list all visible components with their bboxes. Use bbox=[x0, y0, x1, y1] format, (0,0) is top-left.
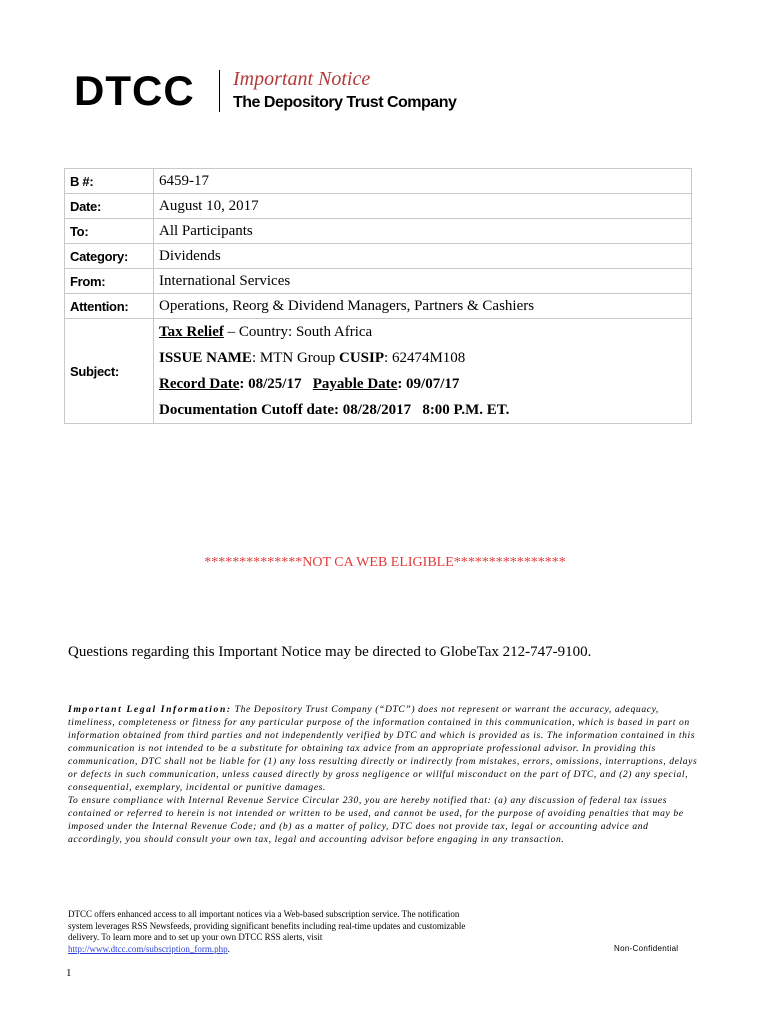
dtcc-logo: DTCC bbox=[74, 67, 195, 114]
row-label: Category: bbox=[65, 244, 154, 269]
row-value: Dividends bbox=[154, 244, 692, 269]
row-label: Attention: bbox=[65, 294, 154, 319]
row-value: International Services bbox=[154, 269, 692, 294]
notice-info-table bbox=[64, 168, 692, 424]
cusip-value: : 62474M108 bbox=[384, 350, 466, 366]
table-row bbox=[65, 219, 692, 244]
row-label: B #: bbox=[65, 169, 154, 194]
web-eligibility-notice: **************NOT CA WEB ELIGIBLE**************** bbox=[204, 555, 566, 570]
table-row bbox=[65, 244, 692, 269]
legal-body: The Depository Trust Company (“DTC”) does not represent or warrant the accuracy, adequacy, timeliness, completeness or fitness for any particular purpose of the information contained in this communication, which is based in part on information obtained from third parties and not independently verified by DTC and which is provided as is. The information contained in this communication is not intended to be a substitute for obtaining tax advice from an appropriate professional advisor. In providing this communication, DTC shall not be liable for (1) any loss resulting directly or indirectly from mistakes, errors, omissions, interruptions, delays or defects in such communication, unless caused directly by gross negligence or willful misconduct on the part of DTC, and (2) any special, consequential, exemplary, incidental or punitive damages. bbox=[68, 704, 698, 793]
subject-tax-relief-line bbox=[159, 319, 691, 345]
subject-value bbox=[154, 319, 692, 424]
row-value: August 10, 2017 bbox=[154, 194, 692, 219]
issue-name-label: ISSUE NAME bbox=[159, 350, 252, 366]
row-label: From: bbox=[65, 269, 154, 294]
circular-230-notice: To ensure compliance with Internal Revenue Service Circular 230, you are hereby notified that: (a) any discussion of federal tax issues contained or referred to herein is not intended or written to be used, and cannot be used, for the purpose of avoiding penalties that may be imposed under the Internal Revenue Code; and (b) as a matter of policy, DTC does not provide tax, legal or accounting advice and accordingly, you should consult your own tax, legal and accounting advisor before engaging in any transaction. bbox=[68, 795, 684, 845]
row-value: All Participants bbox=[154, 219, 692, 244]
table-row bbox=[65, 194, 692, 219]
subject-dates-line bbox=[159, 371, 691, 397]
subject-issue-line bbox=[159, 345, 691, 371]
row-label: To: bbox=[65, 219, 154, 244]
footer-subscription-text bbox=[68, 909, 468, 955]
subscription-link[interactable]: http://www.dtcc.com/subscription_form.php bbox=[68, 943, 228, 954]
footer-end: . bbox=[227, 943, 230, 954]
subject-row bbox=[65, 319, 692, 424]
payable-date-value: : 09/07/17 bbox=[397, 376, 460, 392]
legal-information bbox=[68, 703, 704, 846]
payable-date-label: Payable Date bbox=[312, 376, 398, 392]
page-number: 1 bbox=[66, 967, 72, 979]
cutoff-line: Documentation Cutoff date: 08/28/2017 8:00 P.M. ET. bbox=[159, 402, 510, 418]
row-value: Operations, Reorg & Dividend Managers, Partners & Cashiers bbox=[154, 294, 692, 319]
table-row bbox=[65, 169, 692, 194]
row-label: Date: bbox=[65, 194, 154, 219]
legal-heading: Important Legal Information: bbox=[68, 704, 232, 715]
subject-label: Subject: bbox=[65, 319, 154, 424]
footer-text: DTCC offers enhanced access to all important notices via a Web-based subscription service. The notification system leverages RSS Newsfeeds, providing significant benefits including real-time updates and customizable delivery. To learn more and to set up your own DTCC RSS alerts, visit bbox=[68, 909, 466, 943]
notice-title: Important Notice bbox=[233, 68, 371, 90]
company-name: The Depository Trust Company bbox=[233, 94, 457, 111]
logo-divider bbox=[219, 70, 220, 112]
tax-relief-country: – Country: South Africa bbox=[223, 324, 373, 340]
cusip-label: CUSIP bbox=[339, 350, 385, 366]
issue-name-value: : MTN Group bbox=[251, 350, 340, 366]
row-value: 6459-17 bbox=[154, 169, 692, 194]
record-date-value: : 08/25/17 bbox=[239, 376, 302, 392]
table-row bbox=[65, 269, 692, 294]
tax-relief-label: Tax Relief bbox=[159, 324, 224, 340]
record-date-label: Record Date bbox=[159, 376, 240, 392]
table-row bbox=[65, 294, 692, 319]
questions-contact: Questions regarding this Important Notice may be directed to GlobeTax 212-747-9100. bbox=[68, 644, 592, 660]
classification-label: Non-Confidential bbox=[614, 944, 679, 953]
